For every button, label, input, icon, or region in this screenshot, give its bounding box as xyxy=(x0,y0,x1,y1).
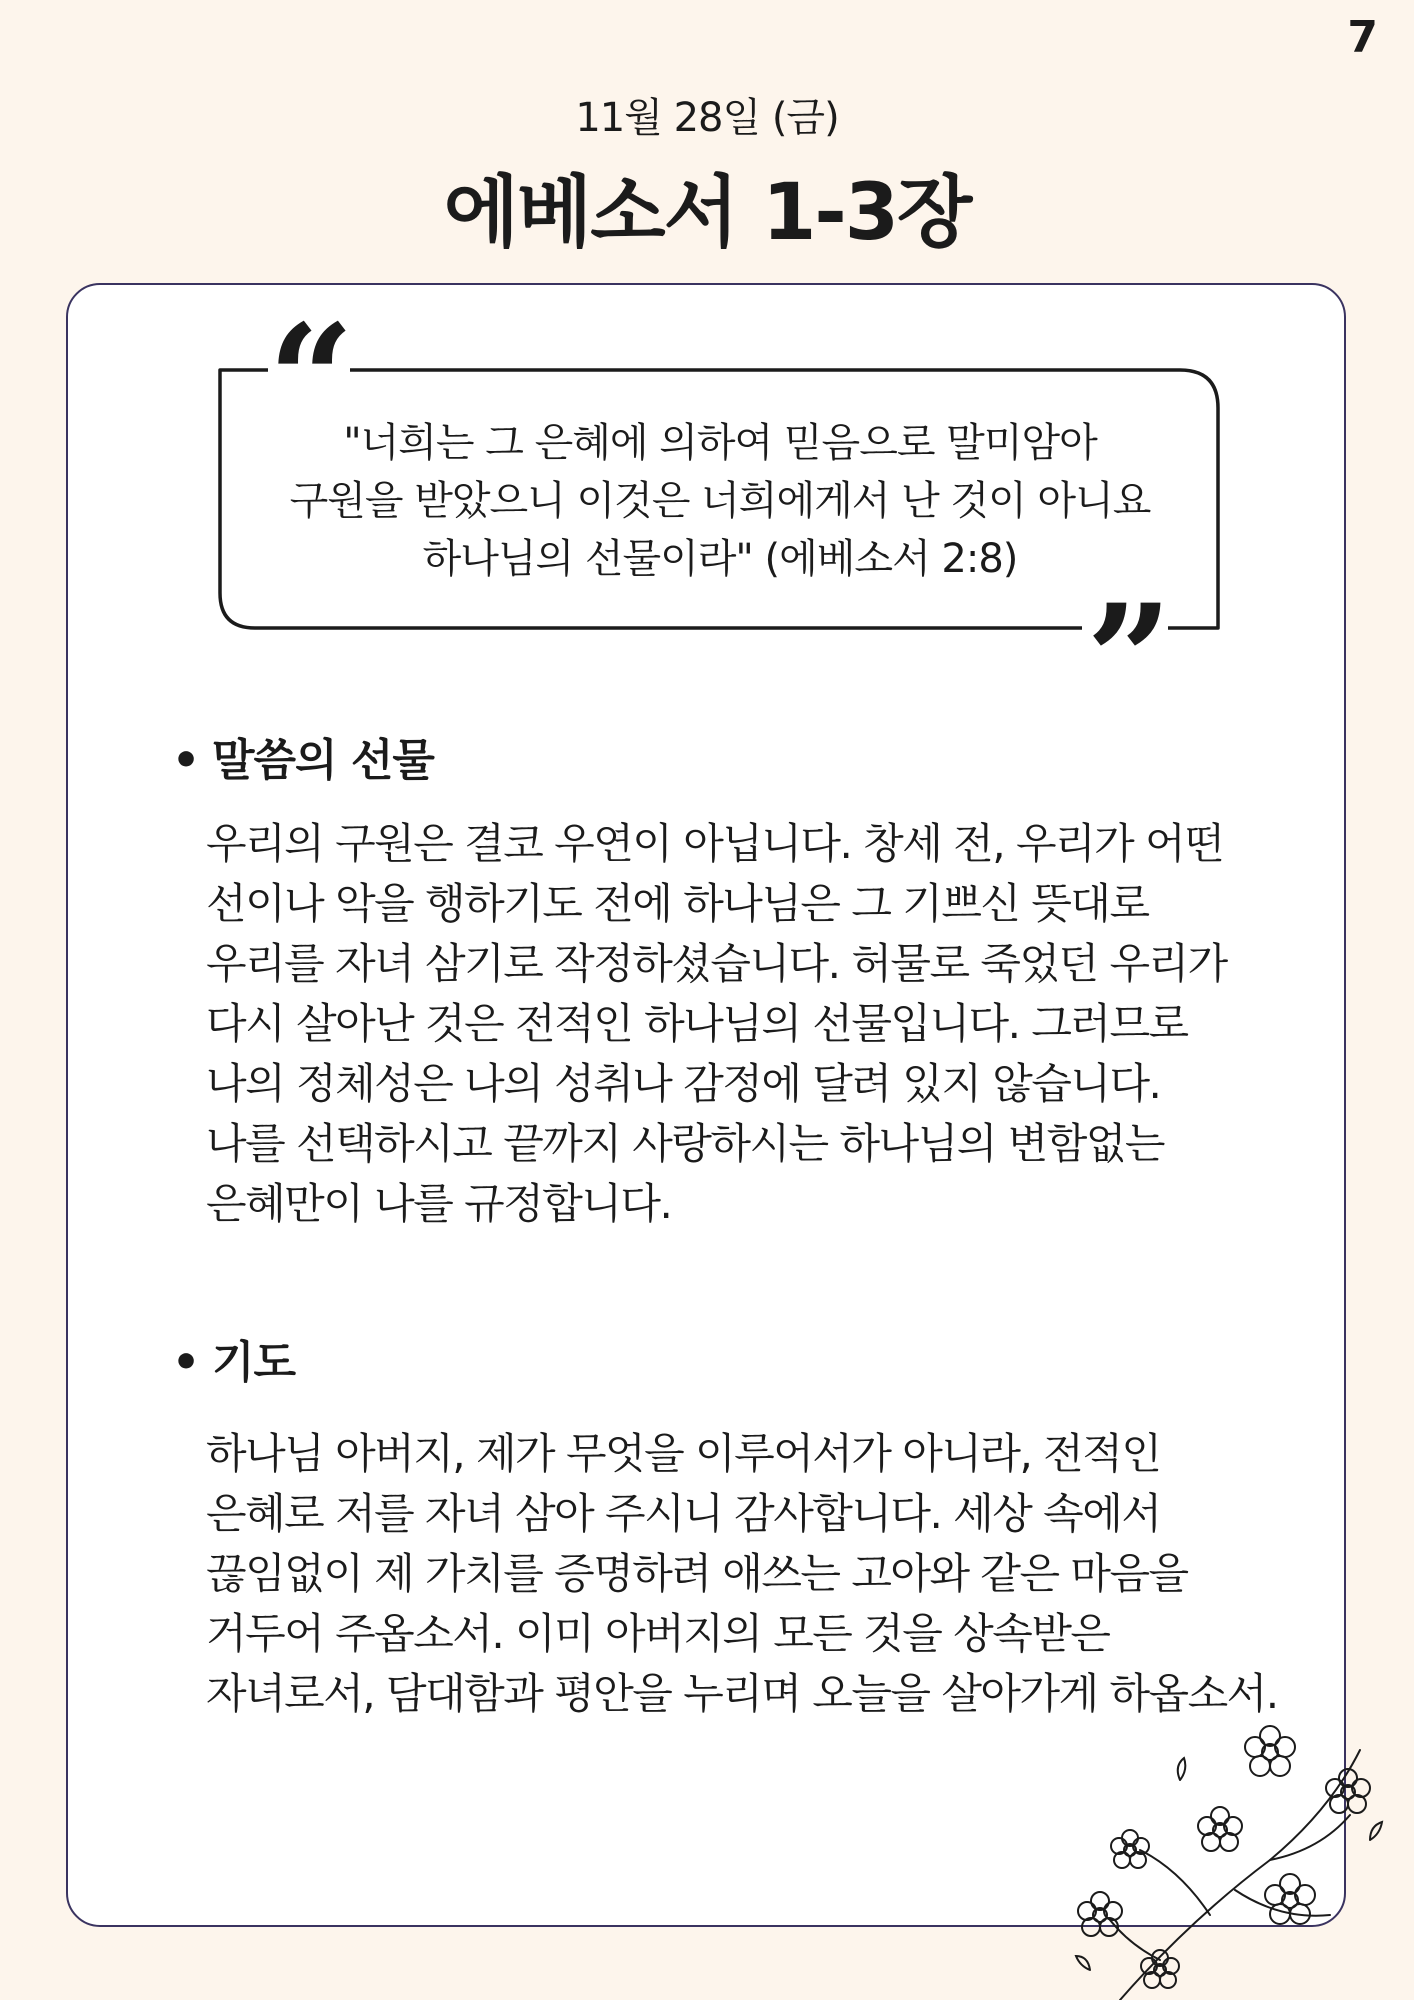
quote-line: 하나님의 선물이라" (에베소서 2:8) xyxy=(422,536,1018,582)
section-heading-gift xyxy=(172,724,434,788)
page-title: 에베소서 1-3장 xyxy=(443,168,971,258)
body-line: 나의 정체성은 나의 성취나 감정에 달려 있지 않습니다. xyxy=(206,1059,1161,1108)
section-heading-label: 말씀의 선물 xyxy=(212,735,434,786)
section-heading-prayer xyxy=(172,1326,295,1390)
svg-text:”: ” xyxy=(1086,572,1173,700)
bullet-icon: • xyxy=(172,1337,200,1388)
section-body-gift xyxy=(206,814,1306,1234)
page-number: 7 xyxy=(1347,12,1378,63)
bible-quote xyxy=(220,414,1220,588)
body-line: 은혜만이 나를 규정합니다. xyxy=(206,1179,672,1228)
body-line: 선이나 악을 행하기도 전에 하나님은 그 기쁘신 뜻대로 xyxy=(206,879,1149,928)
section-heading-label: 기도 xyxy=(212,1337,296,1388)
body-line: 거두어 주옵소서. 이미 아버지의 모든 것을 상속받은 xyxy=(206,1609,1110,1658)
body-line: 하나님 아버지, 제가 무엇을 이루어서가 아니라, 전적인 xyxy=(206,1429,1161,1478)
body-line: 끊임없이 제 가치를 증명하려 애쓰는 고아와 같은 마음을 xyxy=(206,1549,1188,1598)
body-line: 우리의 구원은 결코 우연이 아닙니다. 창세 전, 우리가 어떤 xyxy=(206,819,1224,868)
section-body-prayer xyxy=(206,1424,1306,1724)
body-line: 나를 선택하시고 끝까지 사랑하시는 하나님의 변함없는 xyxy=(206,1119,1164,1168)
page-date: 11월 28일 (금) xyxy=(575,95,839,141)
bullet-icon: • xyxy=(172,735,200,786)
body-line: 자녀로서, 담대함과 평안을 누리며 오늘을 살아가게 하옵소서. xyxy=(206,1669,1278,1718)
cherry-blossom-branch-icon xyxy=(1030,1720,1414,2000)
body-line: 우리를 자녀 삼기로 작정하셨습니다. 허물로 죽었던 우리가 xyxy=(206,939,1227,988)
svg-text:“: “ xyxy=(268,292,355,468)
quote-line: "너희는 그 은혜에 의하여 믿음으로 말미암아 xyxy=(343,420,1097,466)
quote-line: 구원을 받았으니 이것은 너희에게서 난 것이 아니요 xyxy=(289,478,1151,524)
body-line: 은혜로 저를 자녀 삼아 주시니 감사합니다. 세상 속에서 xyxy=(206,1489,1161,1538)
body-line: 다시 살아난 것은 전적인 하나님의 선물입니다. 그러므로 xyxy=(206,999,1188,1048)
